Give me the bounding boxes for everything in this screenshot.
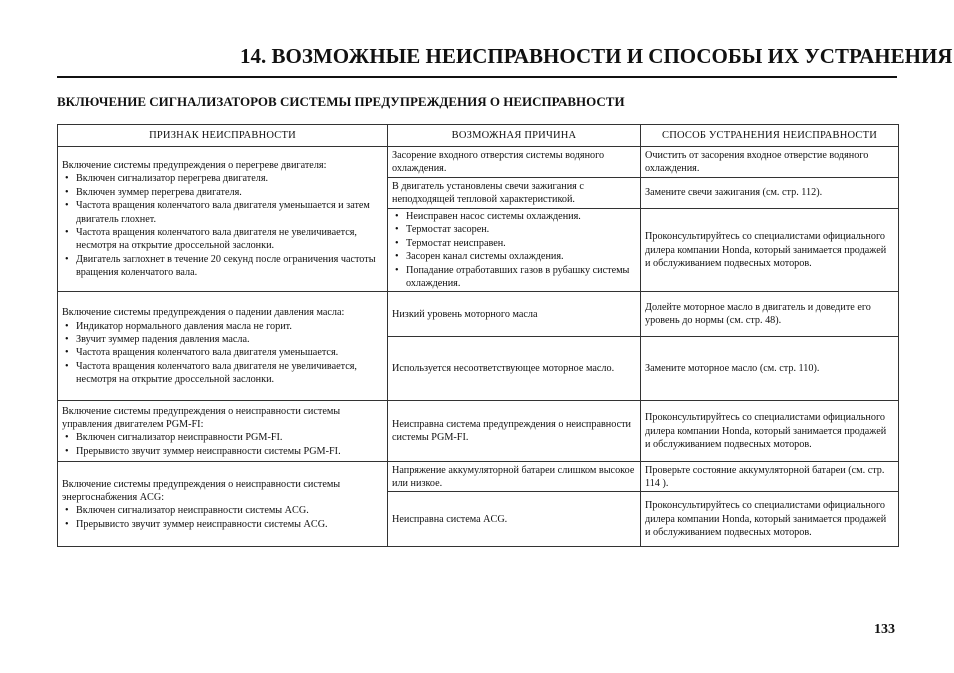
remedy-cell: Проверьте состояние аккумуляторной батареи (см. стр. 114 ). [641, 462, 899, 492]
list-item: • Включен сигнализатор перегрева двигателя. [62, 172, 383, 185]
list-item: • Попадание отработавших газов в рубашку системы охлаждения. [392, 264, 636, 291]
title-divider [57, 76, 897, 78]
list-item: • Засорен канал системы охлаждения. [392, 250, 636, 263]
page-number: 133 [874, 622, 895, 637]
list-item: • Включен сигнализатор неисправности системы ACG. [62, 504, 383, 517]
remedy-cell: Очистить от засорения входное отверстие водяного охлаждения. [641, 147, 899, 178]
symptom-list [62, 504, 383, 531]
remedy-cell: Замените моторное масло (см. стр. 110). [641, 337, 899, 401]
header-symptom: ПРИЗНАК НЕИСПРАВНОСТИ [58, 125, 388, 147]
troubleshooting-table [57, 124, 899, 547]
list-item: • Двигатель заглохнет в течение 20 секунд после ограничения частоты вращения коленчатого вала. [62, 253, 383, 280]
section-title: ВКЛЮЧЕНИЕ СИГНАЛИЗАТОРОВ СИСТЕМЫ ПРЕДУПРЕЖДЕНИЯ О НЕИСПРАВНОСТИ [57, 94, 625, 109]
list-item: • Включен сигнализатор неисправности PGM-FI. [62, 431, 383, 444]
symptom-cell-overheat [58, 147, 388, 292]
cause-list [392, 210, 636, 290]
cause-cell: Неисправна система ACG. [388, 492, 641, 547]
list-item: • Индикатор нормального давления масла не горит. [62, 320, 383, 333]
list-item: • Частота вращения коленчатого вала двигателя уменьшается. [62, 346, 383, 359]
symptom-cell-oil-pressure [58, 292, 388, 401]
cause-cell: Засорение входного отверстия системы водяного охлаждения. [388, 147, 641, 178]
cause-cell: Используется несоответствующее моторное масло. [388, 337, 641, 401]
list-item: • Прерывисто звучит зуммер неисправности системы ACG. [62, 518, 383, 531]
symptom-intro: Включение системы предупреждения о неисправности системы энергоснабжения ACG: [62, 478, 341, 504]
symptom-cell-pgm-fi [58, 401, 388, 462]
table-row [58, 292, 899, 337]
table-header-row [58, 125, 899, 147]
list-item: • Частота вращения коленчатого вала двигателя не увеличивается, несмотря на открытие дроссельной заслонки. [62, 226, 383, 253]
remedy-cell: Проконсультируйтесь со специалистами официального дилера компании Honda, который занимается продажей и обслуживанием подвесных моторов. [641, 209, 899, 292]
list-item: • Термостат засорен. [392, 223, 636, 236]
symptom-intro: Включение системы предупреждения о падении давления масла: [62, 307, 345, 319]
table-row [58, 462, 899, 492]
cause-cell: Низкий уровень моторного масла [388, 292, 641, 337]
cause-cell: В двигатель установлены свечи зажигания с неподходящей тепловой характеристикой. [388, 178, 641, 209]
symptom-list [62, 172, 383, 279]
symptom-cell-acg [58, 462, 388, 547]
symptom-list [62, 431, 383, 458]
cause-cell [388, 209, 641, 292]
list-item: • Звучит зуммер падения давления масла. [62, 333, 383, 346]
page-title: 14. ВОЗМОЖНЫЕ НЕИСПРАВНОСТИ И СПОСОБЫ ИХ УСТРАНЕНИЯ [240, 44, 953, 68]
list-item: • Включен зуммер перегрева двигателя. [62, 186, 383, 199]
remedy-cell: Проконсультируйтесь со специалистами официального дилера компании Honda, который занимается продажей и обслуживанием подвесных моторов. [641, 492, 899, 547]
header-cause: ВОЗМОЖНАЯ ПРИЧИНА [388, 125, 641, 147]
remedy-cell: Проконсультируйтесь со специалистами официального дилера компании Honda, который занимается продажей и обслуживанием подвесных моторов. [641, 401, 899, 462]
list-item: • Частота вращения коленчатого вала двигателя не увеличивается, несмотря на открытие дроссельной заслонки. [62, 360, 383, 387]
table-row [58, 401, 899, 462]
list-item: • Частота вращения коленчатого вала двигателя уменьшается и затем двигатель глохнет. [62, 199, 383, 226]
remedy-cell: Долейте моторное масло в двигатель и доведите его уровень до нормы (см. стр. 48). [641, 292, 899, 337]
list-item: • Термостат неисправен. [392, 237, 636, 250]
symptom-intro: Включение системы предупреждения о перегреве двигателя: [62, 159, 327, 171]
list-item: • Прерывисто звучит зуммер неисправности системы PGM-FI. [62, 445, 383, 458]
symptom-intro: Включение системы предупреждения о неисправности системы управления двигателем PGM-FI: [62, 405, 341, 431]
symptom-list [62, 320, 383, 387]
cause-cell: Напряжение аккумуляторной батареи слишком высокое или низкое. [388, 462, 641, 492]
remedy-cell: Замените свечи зажигания (см. стр. 112). [641, 178, 899, 209]
header-remedy: СПОСОБ УСТРАНЕНИЯ НЕИСПРАВНОСТИ [641, 125, 899, 147]
list-item: • Неисправен насос системы охлаждения. [392, 210, 636, 223]
cause-cell: Неисправна система предупреждения о неисправности системы PGM-FI. [388, 401, 641, 462]
table-row [58, 147, 899, 178]
